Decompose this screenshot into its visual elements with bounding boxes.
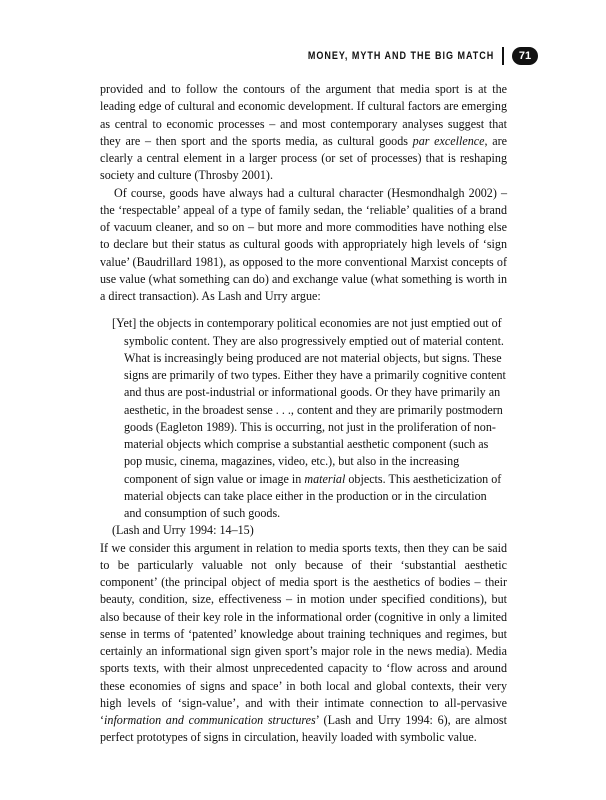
quote-citation: (Lash and Urry 1994: 14–15) bbox=[112, 523, 254, 538]
paragraph-1-text-b: , are clearly a central element in a larger process (or set of processes) that is reshaping society and culture (Throsby 2001). bbox=[100, 133, 508, 183]
block-quote-text bbox=[112, 315, 507, 522]
paragraph-3-text-b: ’ (Lash and Urry 1994: 6), are almost perfect prototypes of signs in circulation, heavily loaded with symbolic value. bbox=[100, 713, 507, 745]
quote-text-a: [Yet] the objects in contemporary political economies are not just emptied out of symbolic content. They are also progressively emptied out of material content. What is increasingly being produced are not material objects, but signs. These signs are primarily of two types. Either they have a primarily cognitive content and thus are post-industrial or informational goods. Or they have primarily an aesthetic, in the broadest sense . . ., content and they are primarily postmodern goods (Eagleton 1989). This is occurring, not just in the proliferation of non-material objects which comprise a substantial aesthetic component (such as pop music, cinema, magazines, video, etc.), but also in the increasing component of sign value or image in bbox=[112, 316, 506, 486]
running-header bbox=[267, 47, 538, 65]
header-divider bbox=[502, 47, 504, 65]
quote-italic: material bbox=[304, 471, 346, 486]
body-text bbox=[100, 81, 507, 747]
page-number: 71 bbox=[512, 47, 538, 65]
quote-text-b: objects. This aestheticization of material objects can take place either in the production or in the circulation and consumption of such goods. bbox=[124, 471, 502, 520]
paragraph-1 bbox=[100, 81, 507, 185]
paragraph-3-text-a: If we consider this argument in relation to media sports texts, then they can be said to be particularly valuable not only because of their ‘substantial aesthetic component’ (the principal object of media sport is the aesthetics of bodies – their beauty, condition, size, effectiveness – in motion under specified conditions), but also because of their key role in the informational order (cognitive in only a limited sense in terms of ‘patented’ knowledge about training techniques and regimes, but certainly an informational sign given sport’s major role in the news media). Media sports texts, with their almost unprecedented capacity to ‘flow across and around these economies of signs and space’ in both local and global contexts, their very high levels of ‘sign-value’, and with their intimate connection to all-pervasive ‘ bbox=[100, 540, 507, 727]
paragraph-1-italic: par excellence bbox=[412, 133, 485, 148]
paragraph-1-text-a: provided and to follow the contours of the argument that media sport is at the leading edge of cultural and economic development. If cultural factors are emerging as central to economic processes – and most contemporary analyses suggest that they are – then sport and the sports media, as cultural goods bbox=[100, 82, 507, 148]
paragraph-2: Of course, goods have always had a cultural character (Hesmondhalgh 2002) – the ‘respectable’ appeal of a type of family sedan, the ‘reliable’ qualities of a brand of vacuum cleaner, and so on – but more and more commodities have nothing else to declare but their status as cultural goods with appropriately high levels of ‘sign value’ (Baudrillard 1981), as opposed to the more conventional Marxist concepts of use value (what something can do) and exchange value (what something is worth in a direct transaction). As Lash and Urry argue: bbox=[100, 185, 507, 303]
block-quote bbox=[100, 315, 507, 539]
running-title: MONEY, MYTH AND THE BIG MATCH bbox=[307, 50, 494, 62]
paragraph-3-italic: information and communication structures bbox=[104, 713, 316, 727]
paragraph-3 bbox=[100, 540, 507, 747]
